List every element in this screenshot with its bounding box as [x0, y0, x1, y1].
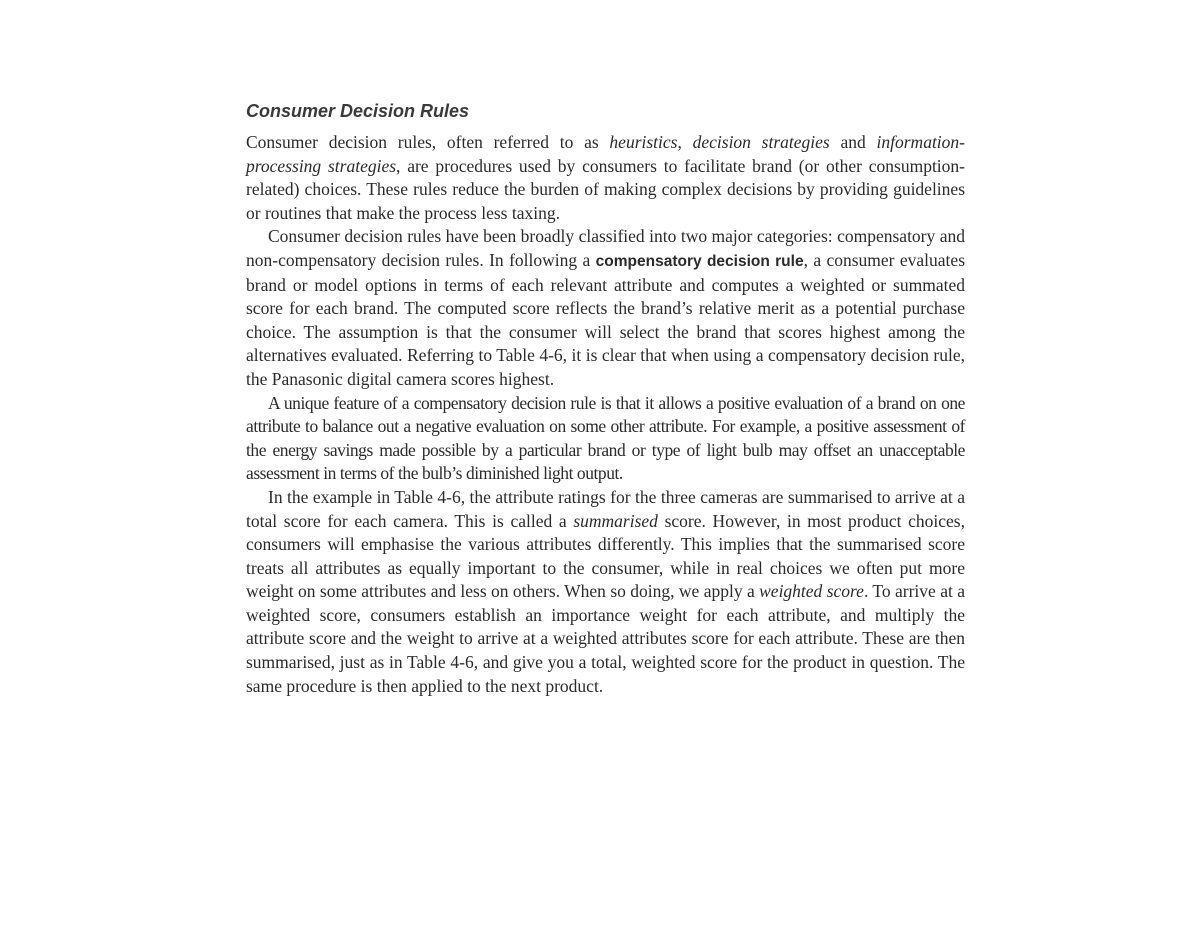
paragraph-1-text: Consumer decision rules, often referred to as	[246, 132, 610, 152]
paragraph-3	[246, 392, 965, 486]
paragraph-1	[246, 131, 965, 225]
document-page	[246, 97, 965, 698]
paragraph-4	[246, 486, 965, 698]
paragraph-1-text: , are procedures used by consumers to facilitate brand (or other consumption-related) choices. These rules reduce the burden of making complex decisions by providing guidelines or routines that make the process less taxing.	[246, 155, 965, 223]
italic-term-summarised: summarised	[573, 510, 658, 531]
paragraph-2-text: Consumer decision rules have been broadly classified into two major categories: compensatory and non-compensatory decision rules. In following a	[246, 226, 965, 270]
paragraph-4-text: In the example in Table 4-6, the attribute ratings for the three cameras are summarised to arrive at a total score for each camera. This is called a	[246, 486, 965, 531]
paragraph-3-text: A unique feature of a compensatory decision rule is that it allows a positive evaluation of a brand on one attribute to balance out a negative evaluation on some other attribute. For example, a positive assessment of the energy savings made possible by a particular brand or type of light bulb may offset an unacceptable assessment in terms of the bulb’s diminished light output.	[246, 392, 965, 484]
italic-term-weighted-score: weighted score	[759, 581, 864, 602]
paragraph-4-text: . To arrive at a weighted score, consumers establish an importance weight for each attribute, and multiply the attribute score and the weight to arrive at a weighted attributes score for each attribute. These are then summarised, just as in Table 4-6, and give you a total, weighted score for the product in question. The same procedure is then applied to the next product.	[246, 581, 965, 696]
italic-term-information-processing-strategies: information-processing strategies	[246, 132, 965, 176]
paragraph-2-text: , a consumer evaluates brand or model options in terms of each relevant attribute and computes a weighted or summated score for each brand. The computed score reflects the brand’s relative merit as a potential purchase choice. The assumption is that the consumer will select the brand that scores highest among the alternatives evaluated. Referring to Table 4-6, it is clear that when using a compensatory decision rule, the Panasonic digital camera scores highest.	[246, 249, 965, 389]
paragraph-4-text: score. However, in most product choices, consumers will emphasise the various attributes differently. This implies that the summarised score treats all attributes as equally important to the consumer, while in real choices we often put more weight on some attributes and less on others. When so doing, we apply a	[246, 510, 965, 602]
bold-term-compensatory-decision-rule: compensatory decision rule	[595, 252, 804, 270]
italic-term-decision-strategies: decision strategies	[692, 132, 830, 152]
section-heading: Consumer Decision Rules	[246, 101, 470, 121]
paragraph-1-text: ,	[677, 132, 693, 152]
paragraph-1-text: and	[829, 132, 877, 152]
italic-term-heuristics: heuristics	[609, 132, 678, 152]
paragraph-2	[246, 225, 965, 391]
